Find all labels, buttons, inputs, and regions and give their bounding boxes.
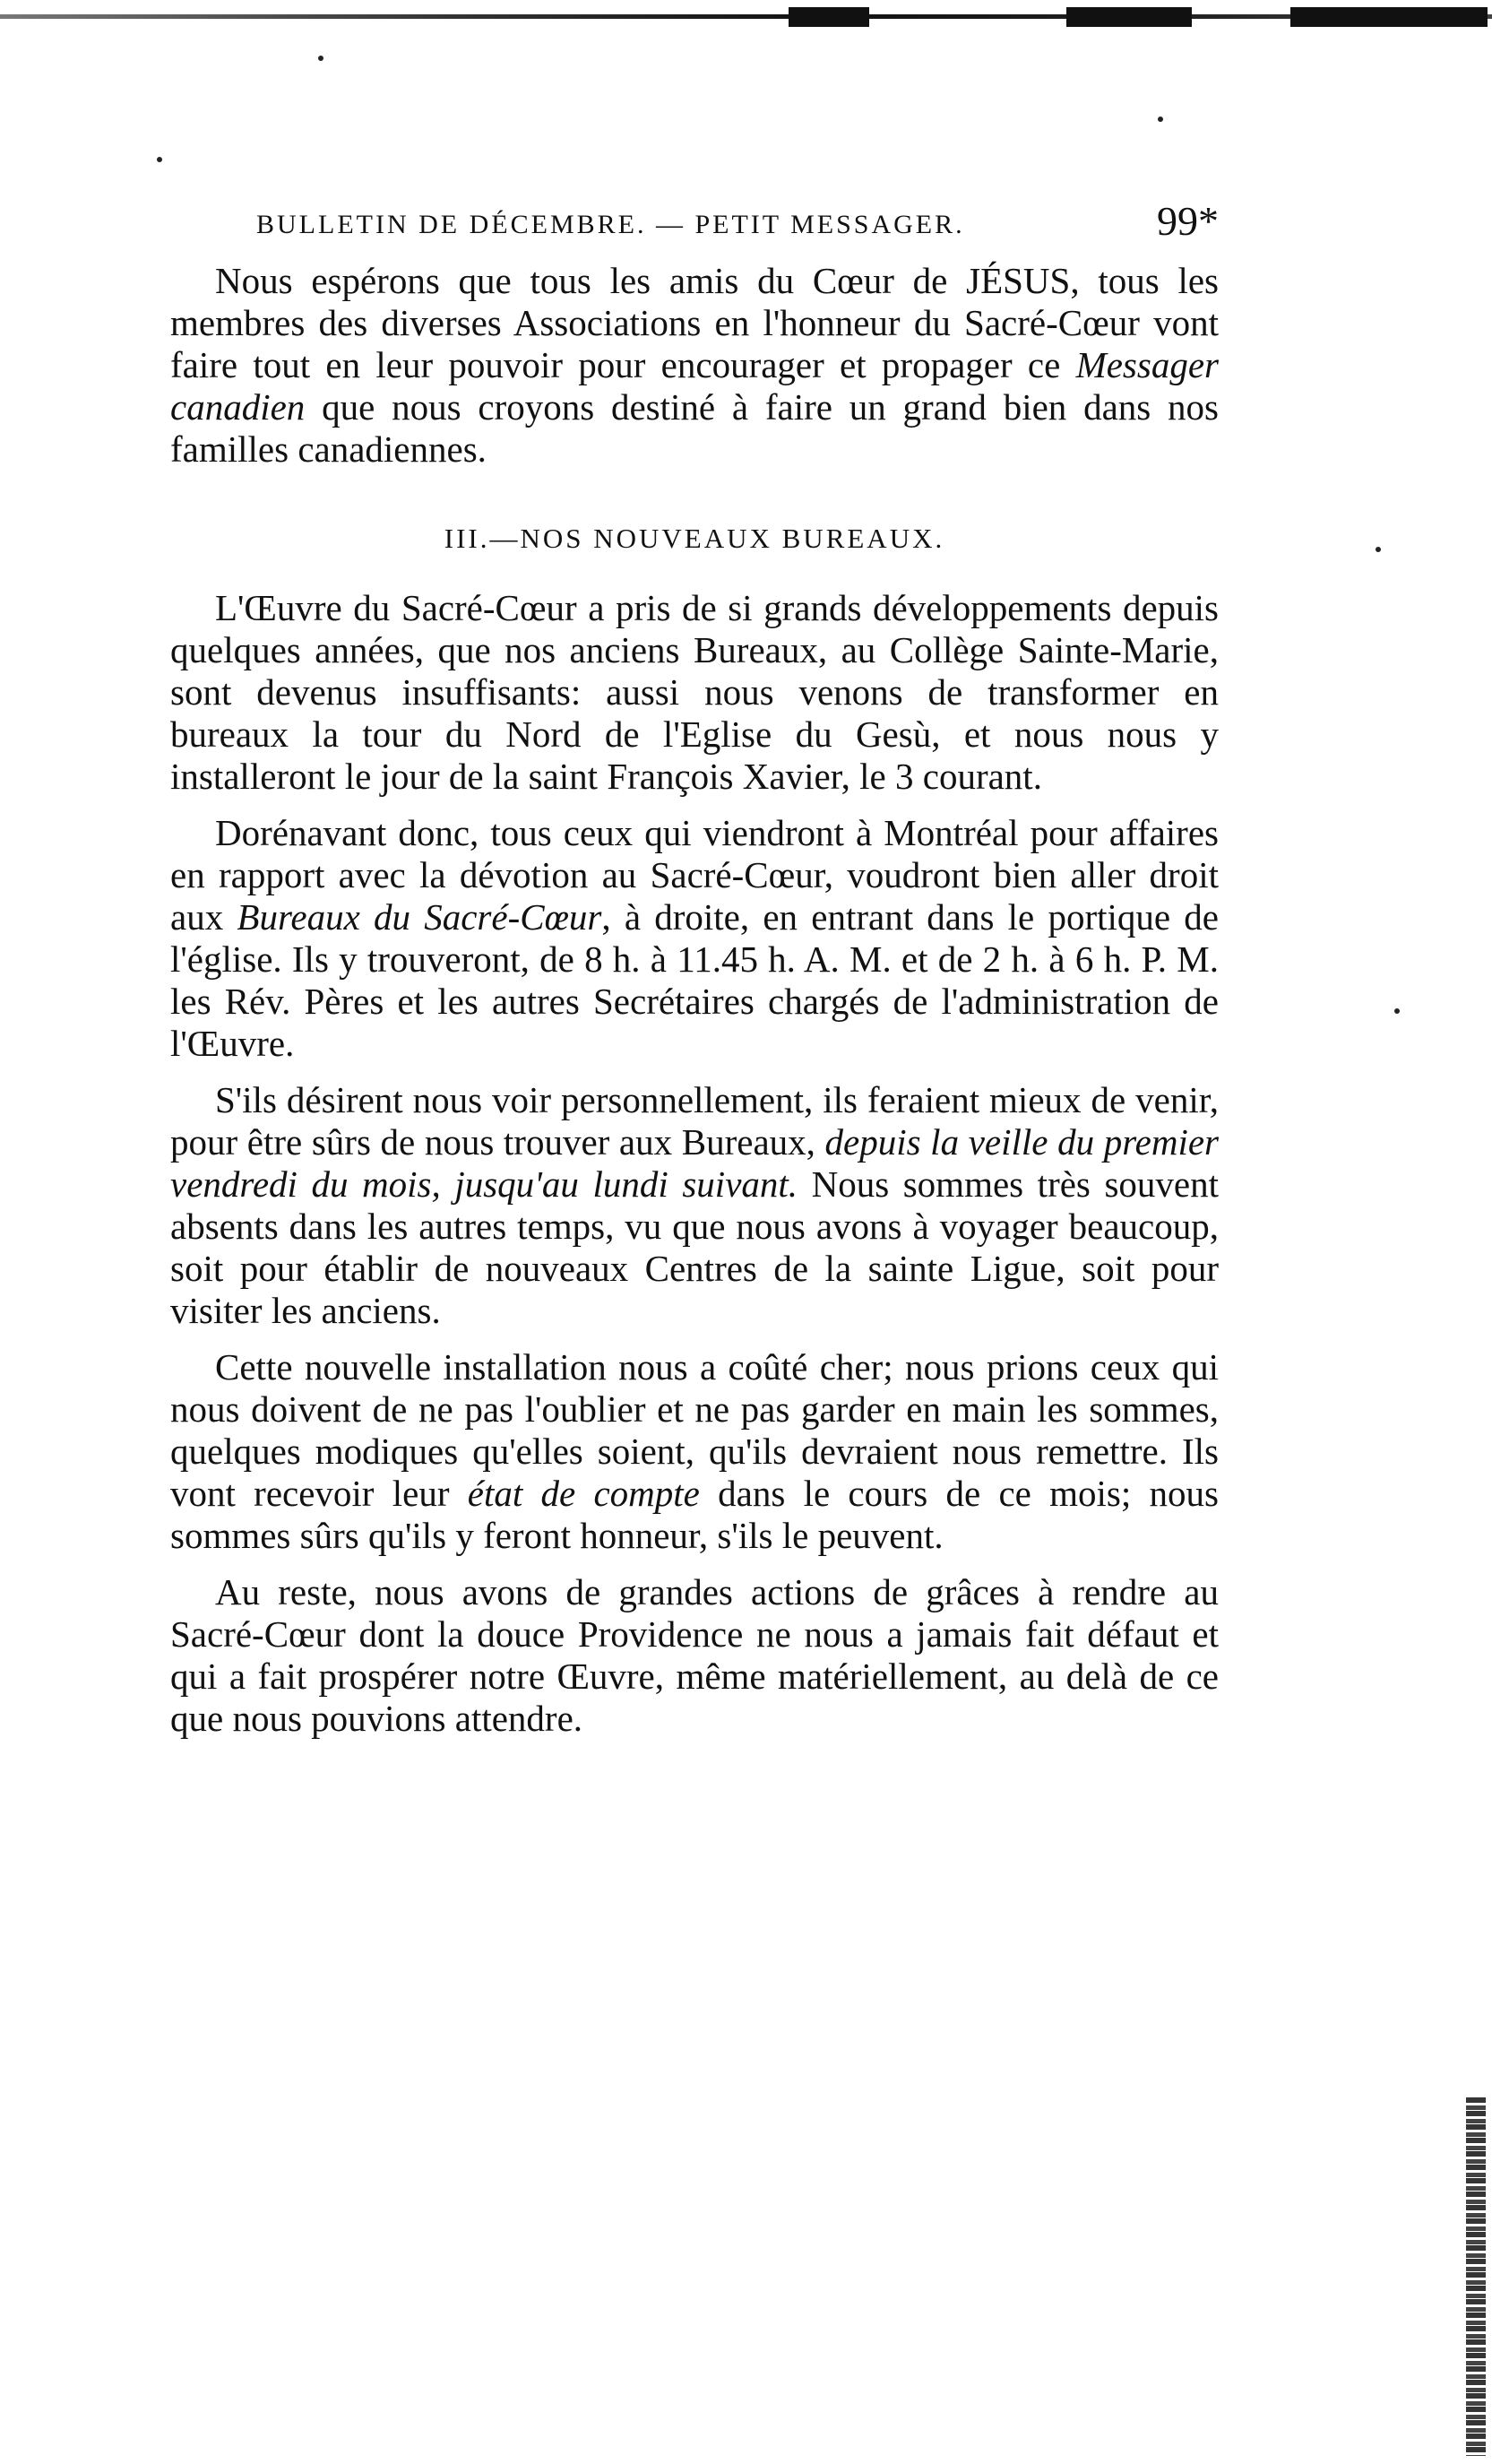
text-run: L'Œuvre du Sacré-Cœur a pris de si grands développements depuis quelques années, que nos anciens Bureaux, au Collège Sainte-Marie, sont devenus insuffisants: aussi nous venons de transformer en bureaux la tour du Nord de l'Eglise du Gesù, et nous nous y installeront le jour de la saint François Xavier, le 3 courant. [170, 587, 1219, 797]
paragraph [170, 587, 1219, 798]
text-run: dans le cours de ce mois; nous sommes sûrs qu'ils y feront honneur, s'ils le peuvent. [170, 1473, 1219, 1556]
text-run: Nous espérons que tous les amis du Cœur de JÉSUS, tous les membres des diverses Associations en l'honneur du Sacré-Cœur vont faire tout en leur pouvoir pour encourager et propager ce [170, 260, 1219, 385]
running-head-title: BULLETIN DE DÉCEMBRE. — PETIT MESSAGER. [256, 210, 965, 239]
intro-text [170, 260, 1219, 471]
paragraph [170, 1346, 1219, 1557]
paragraph [170, 812, 1219, 1065]
paragraph [170, 1571, 1219, 1740]
paragraph [170, 260, 1219, 471]
scan-speck [1394, 1008, 1400, 1014]
text-run: S'ils désirent nous voir personnellement, ils feraient mieux de venir, pour être sûrs de nous trouver aux Bureaux, [170, 1079, 1219, 1163]
text-run: Au reste, nous avons de grandes actions de grâces à rendre au Sacré-Cœur dont la douce Providence ne nous a jamais fait défaut et qui a fait prospérer notre Œuvre, même matériellement, au delà de ce que nous pouvions attendre. [170, 1571, 1219, 1739]
section-heading: III.—NOS NOUVEAUX BUREAUX. [444, 523, 945, 554]
page-body [170, 197, 1219, 1740]
text-run: Nous sommes très souvent absents dans les autres temps, vu que nous avons à voyager beaucoup, soit pour établir de nouveaux Centres de la sainte Ligue, soit pour visiter les anciens. [170, 1163, 1219, 1331]
italic-text: état de compte [467, 1473, 700, 1514]
text-run: que nous croyons destiné à faire un grand bien dans nos familles canadiennes. [170, 386, 1219, 470]
page-number: 99* [1157, 198, 1219, 244]
scan-speck [157, 157, 162, 162]
running-head [170, 197, 1219, 260]
text-run: , à droite, en entrant dans le portique de l'église. Ils y trouveront, de 8 h. à 11.45 h. A. M. et de 2 h. à 6 h. P. M. les Rév. Pères et les autres Secrétaires chargés de l'administration de l'Œuvre. [170, 896, 1220, 1064]
scan-speck [1158, 117, 1163, 122]
text-run: Cette nouvelle installation nous a coûté cher; nous prions ceux qui nous doivent de ne pas l'oublier et ne pas garder en main les sommes, quelques modiques qu'elles soient, qu'ils devraient nous remettre. Ils vont recevoir leur [170, 1346, 1219, 1514]
italic-text: Messager canadien [170, 344, 1219, 428]
paragraph [170, 1079, 1219, 1332]
italic-text: Bureaux du Sacré-Cœur [237, 896, 602, 938]
text-run: Dorénavant donc, tous ceux qui viendront à Montréal pour affaires en rapport avec la dévotion au Sacré-Cœur, voudront bien aller droit aux [170, 812, 1219, 938]
section-text [170, 587, 1219, 1740]
scan-speck [1376, 547, 1381, 552]
scan-top-edge [0, 7, 1492, 27]
italic-text: depuis la veille du premier vendredi du mois, jusqu'au lundi suivant. [170, 1121, 1219, 1205]
scan-speck [318, 56, 323, 61]
scan-edge-scratch [1466, 2097, 1486, 2456]
